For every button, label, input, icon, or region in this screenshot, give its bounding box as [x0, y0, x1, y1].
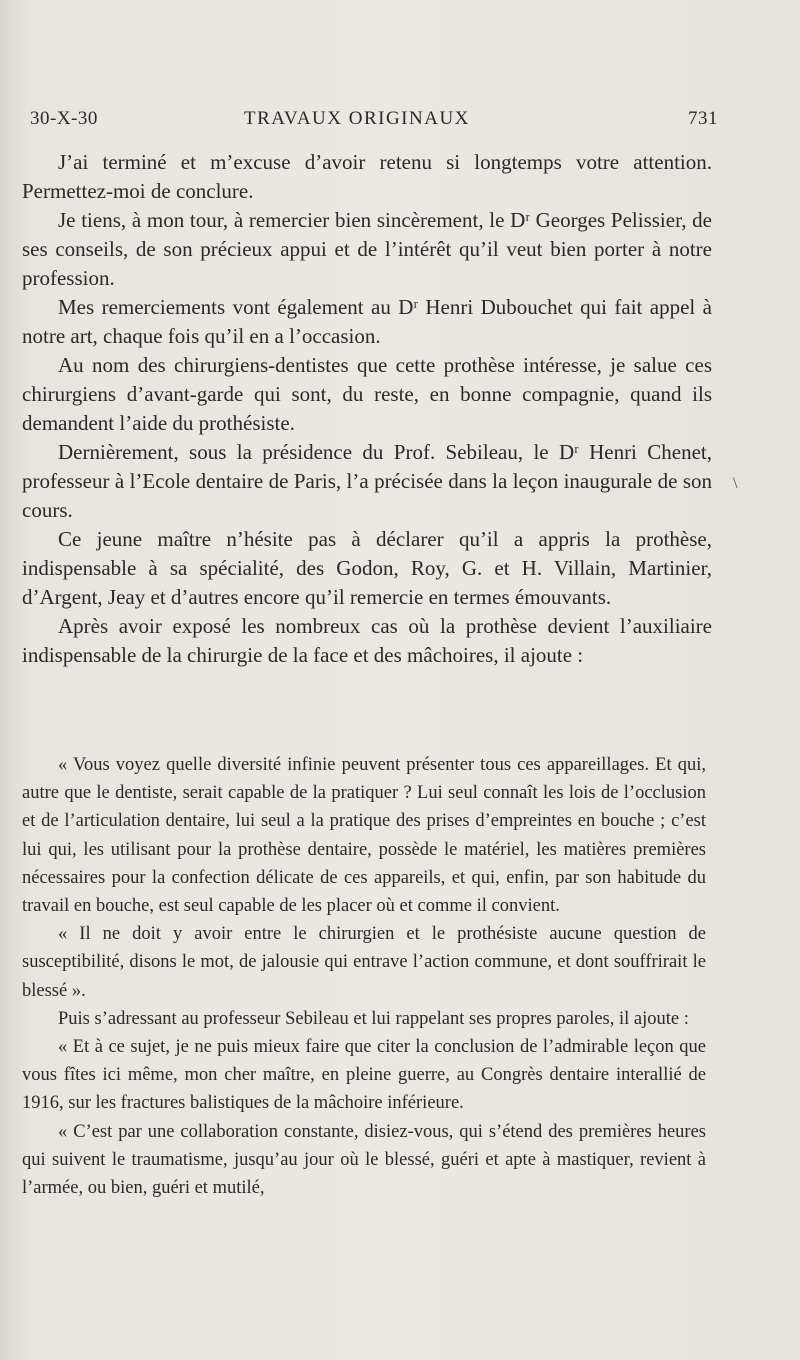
quote-paragraph: « Vous voyez quelle diversité infinie peuvent présenter tous ces appareillages. Et qui, autre que le dentiste, serait capable de la pratiquer ? Lui seul connaît les lois de l’occlusion et de l’articulation dentaire, lui seul a la pratique des prises d’empreintes en bouche ; c’est lui qui, les utilisant pour la prothèse dentaire, possède le matériel, les matières premières nécessaires pour la confection délicate de ces appareils, et qui, enfin, par son habitude du travail en bouche, est seul capable de les placer où et comme il convient. [22, 755, 706, 917]
paragraph: J’ai terminé et m’excuse d’avoir retenu si longtemps votre attention. Permettez-moi de conclure. [22, 150, 712, 203]
margin-mark: \ [733, 475, 738, 492]
paragraph: Je tiens, à mon tour, à remercier bien sincèrement, le Dʳ Georges Pelissier, de ses conseils, de son précieux appui et de l’intérêt qu’il veut bien porter à notre profession. [22, 208, 712, 290]
header-title: TRAVAUX ORIGINAUX [244, 108, 470, 129]
quote-paragraph: « Il ne doit y avoir entre le chirurgien et le prothésiste aucune question de susceptibilité, disons le mot, de jalousie qui entrave l’action commune, et dont souffrirait le blessé ». [22, 924, 706, 1001]
header-date: 30-X-30 [30, 108, 98, 129]
paragraph: Après avoir exposé les nombreux cas où la prothèse devient l’auxiliaire indispensable de la chirurgie de la face et des mâchoires, il ajoute : [22, 614, 712, 667]
paragraph: Puis s’adressant au professeur Sebileau et lui rappelant ses propres paroles, il ajoute : [58, 1008, 689, 1029]
quote-paragraph: « C’est par une collaboration constante, disiez-vous, qui s’étend des premières heures qui suivent le traumatisme, jusqu’au jour où le blessé, guéri et apte à mastiquer, revient à l’armée, ou bien, guéri et mutilé, [22, 1121, 706, 1199]
main-text [22, 148, 712, 670]
quoted-text [22, 751, 706, 1202]
paragraph: Mes remerciements vont également au Dʳ Henri Dubouchet qui fait appel à notre art, chaque fois qu’il en a l’occasion. [22, 295, 712, 348]
paragraph: Au nom des chirurgiens-dentistes que cette prothèse intéresse, je salue ces chirurgiens d’avant-garde qui sont, du reste, en bonne compagnie, quand ils demandent l’aide du prothésiste. [22, 353, 712, 435]
paragraph: Ce jeune maître n’hésite pas à déclarer qu’il a appris la prothèse, indispensable à sa spécialité, des Godon, Roy, G. et H. Villain, Martinier, d’Argent, Jeay et d’autres encore qu’il remercie en termes émouvants. [22, 527, 712, 609]
paragraph: Dernièrement, sous la présidence du Prof. Sebileau, le Dʳ Henri Chenet, professeur à l’Ecole dentaire de Paris, l’a précisée dans la leçon inaugurale de son cours. [22, 440, 712, 522]
quote-paragraph: « Et à ce sujet, je ne puis mieux faire que citer la conclusion de l’admirable leçon que vous fîtes ici même, mon cher maître, en pleine guerre, au Congrès dentaire interallié de 1916, sur les fractures balistiques de la mâchoire inférieure. [22, 1037, 706, 1114]
page-number: 731 [688, 108, 718, 129]
running-header [30, 108, 720, 138]
